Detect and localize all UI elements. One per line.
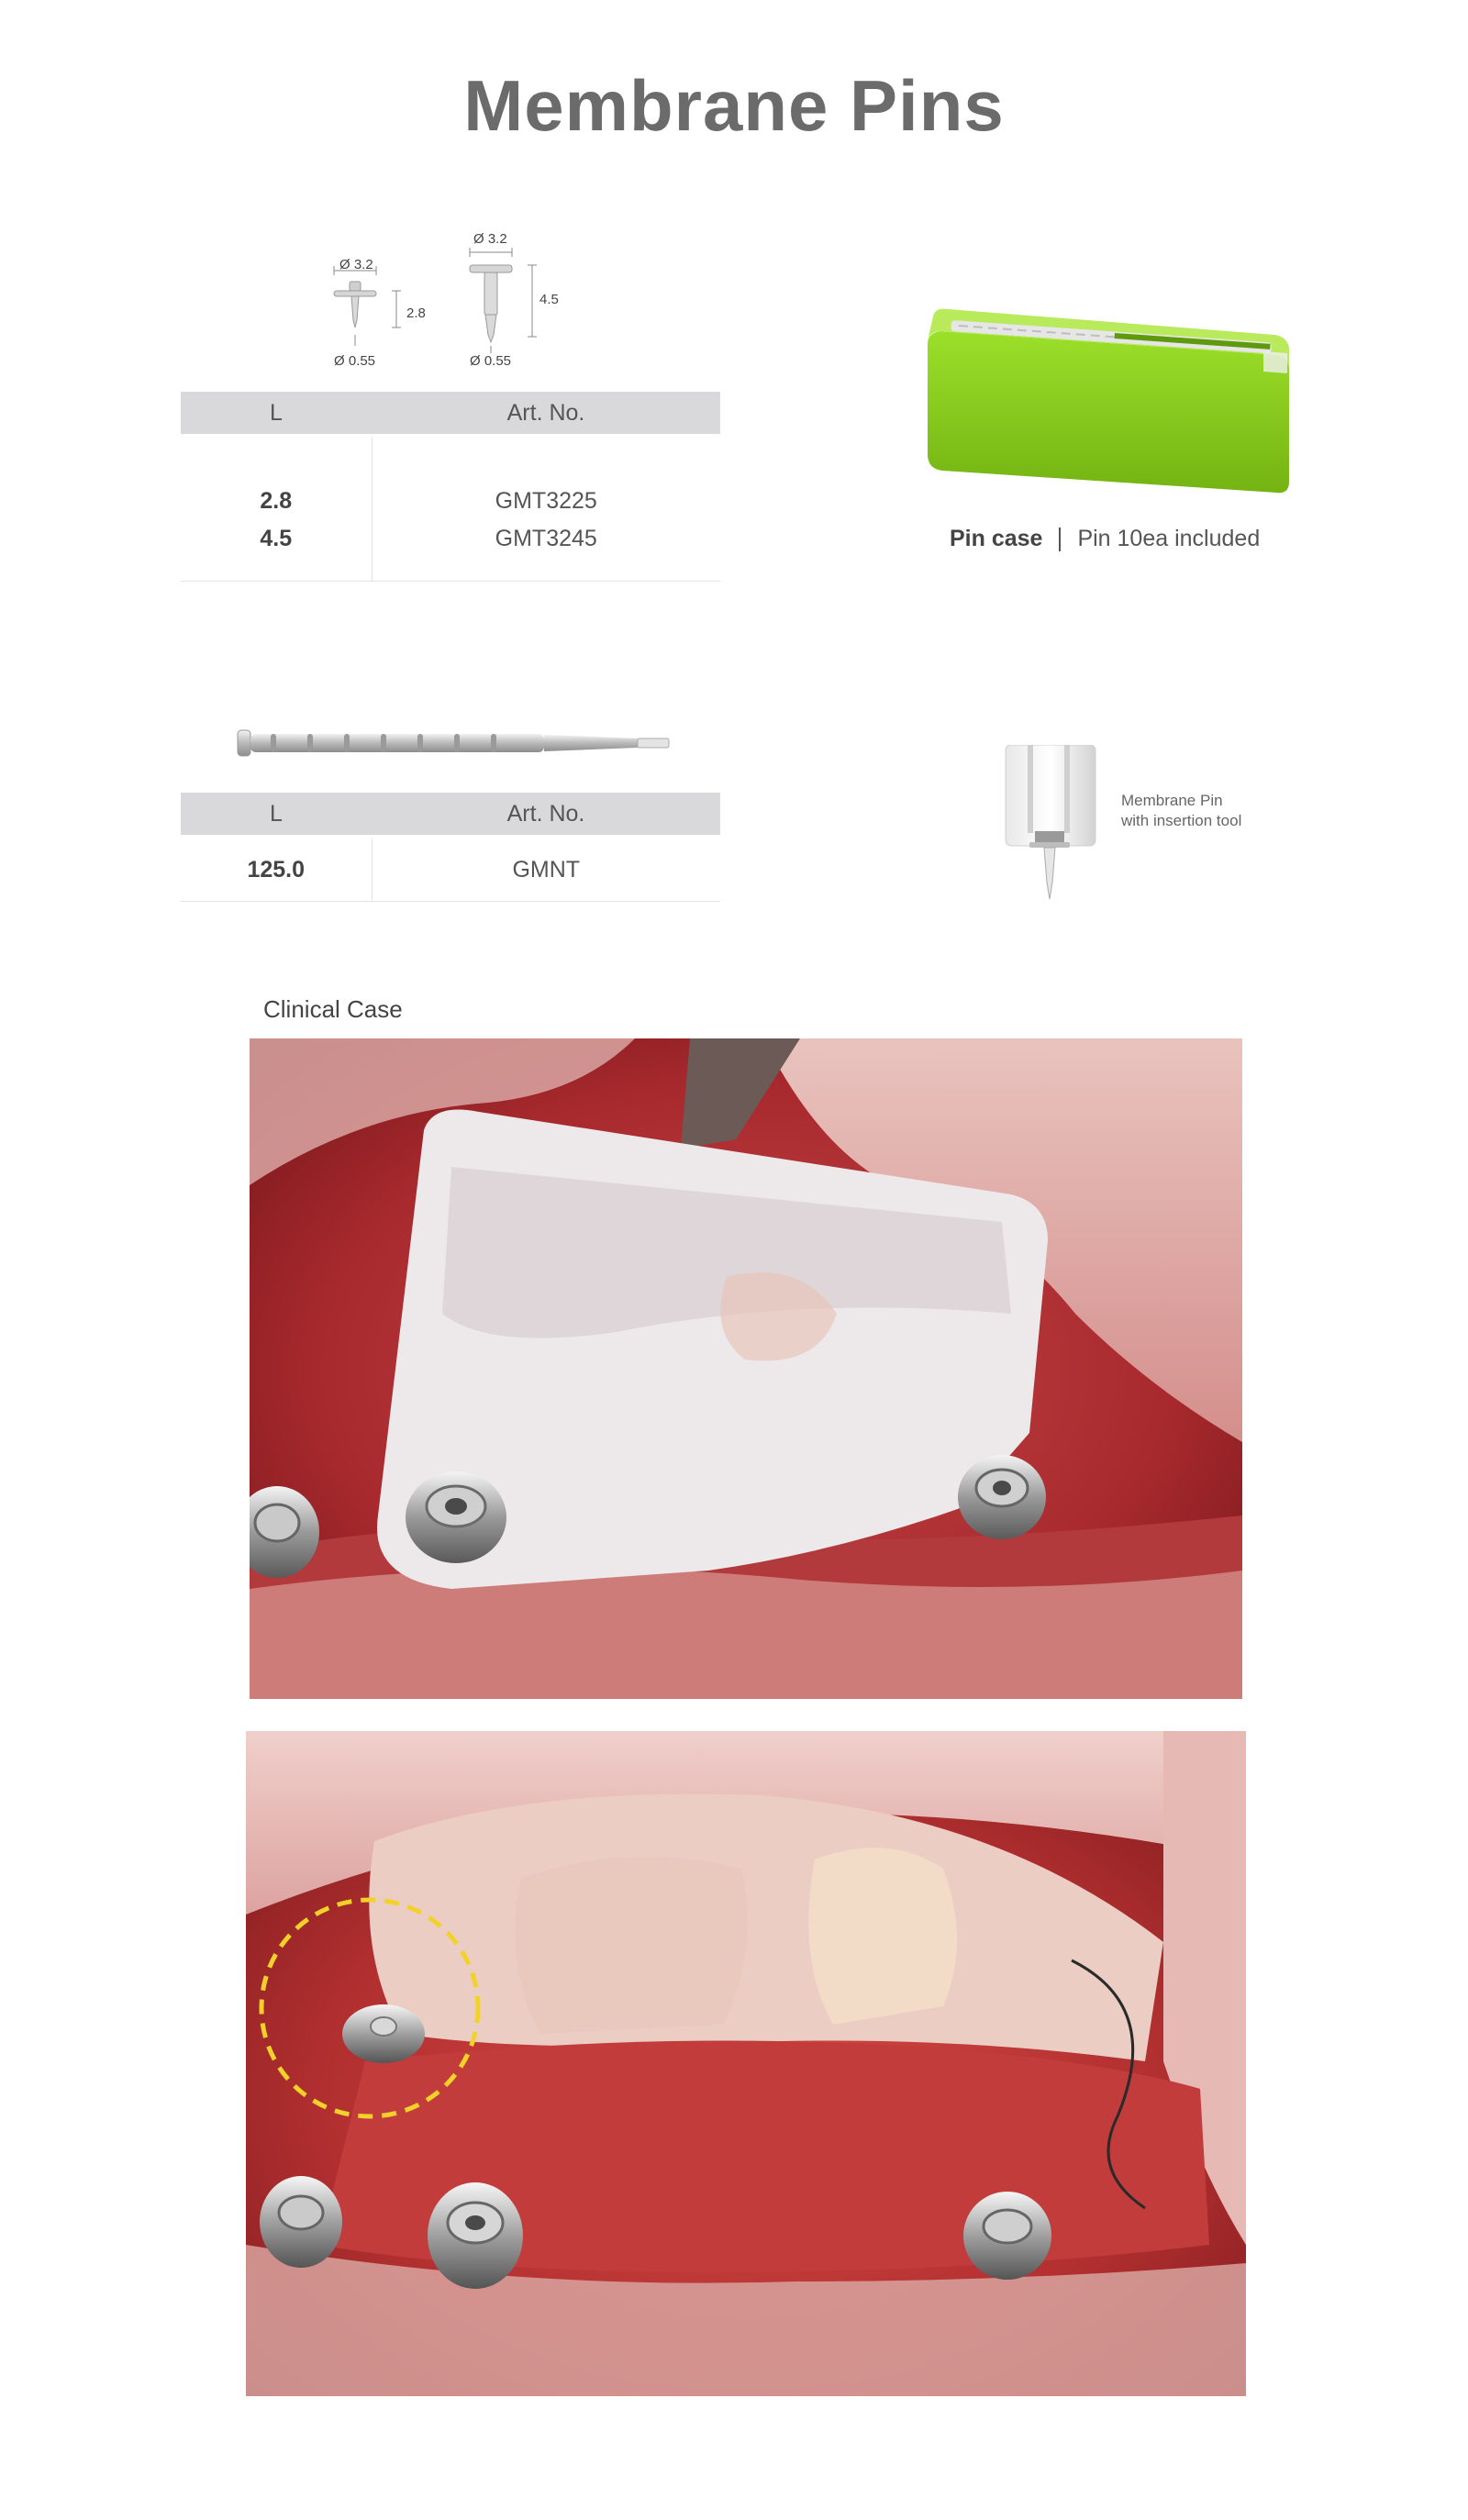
short-pin-length: 2.8 xyxy=(406,305,426,321)
insertion-tool-caption-line1: Membrane Pin xyxy=(1121,792,1223,809)
insertion-tool-image xyxy=(234,725,674,761)
table-header-row xyxy=(181,793,720,837)
clinical-case-label: Clinical Case xyxy=(263,995,403,1023)
pin-case-image xyxy=(922,307,1294,500)
pin-with-insertion-tool-image xyxy=(1000,745,1101,910)
column-header-length: L xyxy=(181,793,372,837)
pin-length-cell: 2.8 xyxy=(181,436,372,515)
implant-abutment xyxy=(260,2176,342,2268)
table-row xyxy=(181,515,720,582)
short-pin-head-diameter: Ø 3.2 xyxy=(339,257,373,272)
pin-art-no-cell: GMT3245 xyxy=(372,515,720,582)
long-pin-head-diameter: Ø 3.2 xyxy=(473,231,507,247)
caption-divider xyxy=(1059,527,1061,551)
column-header-art-no: Art. No. xyxy=(372,793,720,837)
membrane-pin-head xyxy=(342,2004,425,2063)
pins-spec-table xyxy=(181,392,720,582)
table-row xyxy=(181,436,720,515)
column-header-length: L xyxy=(181,392,372,436)
pin-art-no-cell: GMT3225 xyxy=(495,488,597,514)
pin-case-detail: Pin 10ea included xyxy=(1077,526,1261,551)
insertion-tool-caption xyxy=(1121,791,1241,831)
pin-length-cell: 4.5 xyxy=(181,515,372,582)
pin-case-name: Pin case xyxy=(950,526,1043,551)
table-header-row xyxy=(181,392,720,436)
implant-abutment xyxy=(963,2192,1051,2280)
clinical-photo-pin-fixation xyxy=(246,1731,1246,2396)
insertion-tool-caption-line2: with insertion tool xyxy=(1121,812,1242,829)
clinical-photo-membrane-placement xyxy=(250,1038,1242,1699)
column-header-art-no: Art. No. xyxy=(372,392,720,436)
implant-abutment xyxy=(958,1455,1046,1539)
tool-art-no-cell: GMNT xyxy=(372,837,720,902)
table-row xyxy=(181,837,720,902)
long-pin-length: 4.5 xyxy=(539,292,559,307)
long-pin-diagram xyxy=(470,248,537,353)
pin-case-caption xyxy=(950,526,1260,552)
tool-length-cell: 125.0 xyxy=(181,837,372,902)
tool-spec-table xyxy=(181,793,720,902)
long-pin-tip-diameter: Ø 0.55 xyxy=(470,353,512,369)
implant-abutment xyxy=(428,2182,523,2289)
page-title: Membrane Pins xyxy=(463,65,1005,146)
implant-abutment xyxy=(406,1471,506,1563)
short-pin-diagram xyxy=(334,266,401,346)
short-pin-tip-diameter: Ø 0.55 xyxy=(334,353,376,369)
